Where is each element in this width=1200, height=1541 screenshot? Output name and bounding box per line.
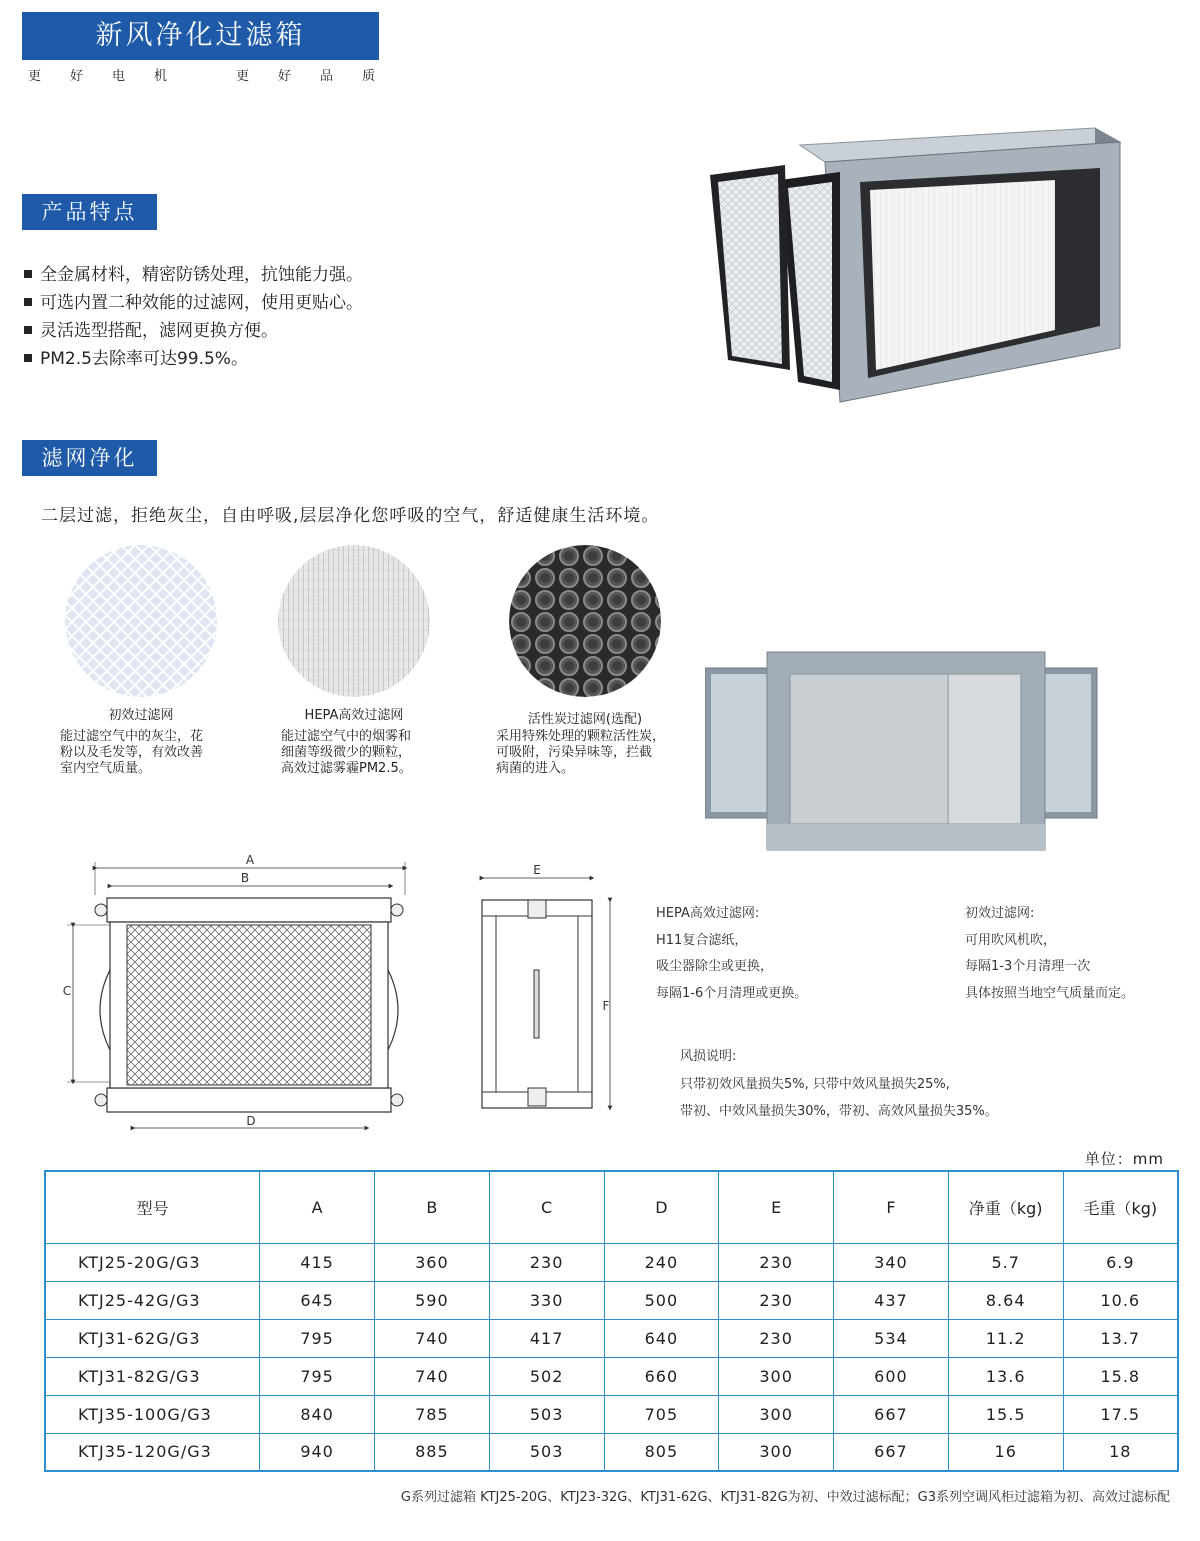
feature-text: 可选内置二种效能的过滤网，使用更贴心。 [40, 293, 363, 313]
table-cell: 11.2 [948, 1319, 1063, 1357]
table-cell: 300 [719, 1433, 834, 1471]
feature-item [24, 265, 363, 285]
primary-note-line: 具体按照当地空气质量而定。 [965, 986, 1135, 1001]
desc-line: 能过滤空气中的烟雾和 [281, 729, 412, 744]
desc-line: 能过滤空气中的灰尘，花 [60, 729, 204, 744]
table-cell: 667 [834, 1395, 949, 1433]
hepa-note-heading: HEPA高效过滤网: [656, 906, 760, 921]
table-cell: 785 [374, 1395, 489, 1433]
primary-filter-title: 初效过滤网 [108, 708, 174, 723]
primary-filter-desc [60, 729, 203, 777]
column-header: 型号 [45, 1171, 260, 1243]
table-cell: 230 [489, 1243, 604, 1281]
table-cell: KTJ25-20G/G3 [45, 1243, 260, 1281]
table-cell: 230 [719, 1319, 834, 1357]
table-row [45, 1281, 1178, 1319]
table-cell: 240 [604, 1243, 719, 1281]
feature-item [24, 349, 248, 369]
column-header: C [489, 1171, 604, 1243]
primary-note-line: 每隔1-3个月清理一次 [965, 959, 1091, 974]
slogan-char: 质 [362, 69, 376, 84]
table-cell: 13.7 [1063, 1319, 1178, 1357]
hepa-filter-desc [281, 729, 412, 777]
table-cell: 300 [719, 1395, 834, 1433]
carbon-filter-desc [496, 729, 665, 777]
feature-item [24, 321, 278, 341]
table-cell: 660 [604, 1357, 719, 1395]
slogan-char: 机 [154, 69, 168, 84]
spec-table [44, 1170, 1179, 1472]
table-cell: 740 [374, 1357, 489, 1395]
hepa-filter-title: HEPA高效过滤网 [304, 708, 404, 723]
desc-line: 细菌等级微少的颗粒， [281, 745, 412, 760]
bullet-icon [24, 270, 32, 278]
dim-label-a: A [245, 853, 255, 867]
table-cell: 10.6 [1063, 1281, 1178, 1319]
bullet-icon [24, 354, 32, 362]
column-header: D [604, 1171, 719, 1243]
hepa-note-line: 吸尘器除尘或更换， [656, 959, 774, 974]
table-cell: KTJ35-120G/G3 [45, 1433, 260, 1471]
product-photo-box [700, 120, 1130, 415]
slogan-char: 更 [236, 69, 250, 84]
table-cell: 415 [260, 1243, 375, 1281]
unit-label: 单位：mm [1084, 1150, 1164, 1168]
table-cell: KTJ35-100G/G3 [45, 1395, 260, 1433]
table-cell: 230 [719, 1243, 834, 1281]
table-row [45, 1395, 1178, 1433]
carbon-filter-image [509, 545, 661, 697]
table-cell: 360 [374, 1243, 489, 1281]
table-cell: 885 [374, 1433, 489, 1471]
table-cell: KTJ25-42G/G3 [45, 1281, 260, 1319]
table-cell: 340 [834, 1243, 949, 1281]
features-heading: 产品特点 [22, 194, 157, 230]
table-row [45, 1319, 1178, 1357]
column-header: A [260, 1171, 375, 1243]
loss-note-heading: 风损说明: [680, 1049, 737, 1064]
table-row [45, 1243, 1178, 1281]
table-cell: 705 [604, 1395, 719, 1433]
feature-text: PM2.5去除率可达99.5%。 [40, 349, 248, 369]
desc-line: 病菌的进入。 [496, 761, 575, 776]
table-cell: 417 [489, 1319, 604, 1357]
table-cell: 795 [260, 1357, 375, 1395]
column-header: B [374, 1171, 489, 1243]
loss-note-line: 带初、中效风量损失30%，带初、高效风量损失35%。 [680, 1104, 998, 1119]
slogan-char: 好 [70, 69, 84, 84]
slogan-char: 品 [320, 69, 334, 84]
table-cell: 795 [260, 1319, 375, 1357]
footer-note: G系列过滤箱 KTJ25-20G、KTJ23-32G、KTJ31-62G、KTJ31-82G为初、中效过滤标配；G3系列空调风柜过滤箱为初、高效过滤标配 [400, 1490, 1170, 1505]
column-header: 净重（kg) [948, 1171, 1063, 1243]
column-header: E [719, 1171, 834, 1243]
table-cell: 16 [948, 1433, 1063, 1471]
desc-line: 可吸附，污染异味等，拦截 [496, 745, 653, 760]
bullet-icon [24, 326, 32, 334]
primary-note-line: 可用吹风机吹， [965, 933, 1057, 948]
dim-label-f: F [602, 999, 610, 1013]
product-photo-topview [705, 648, 1100, 853]
table-row [45, 1357, 1178, 1395]
table-cell: 940 [260, 1433, 375, 1471]
table-header-row [45, 1171, 1178, 1243]
hepa-note-line: H11复合滤纸， [656, 933, 748, 948]
table-cell: 640 [604, 1319, 719, 1357]
filtration-intro: 二层过滤，拒绝灰尘，自由呼吸,层层净化您呼吸的空气，舒适健康生活环境。 [41, 506, 660, 526]
dim-label-b: B [240, 871, 250, 885]
table-cell: KTJ31-82G/G3 [45, 1357, 260, 1395]
table-cell: 534 [834, 1319, 949, 1357]
table-cell: KTJ31-62G/G3 [45, 1319, 260, 1357]
primary-filter-image [65, 545, 217, 697]
page-title: 新风净化过滤箱 [95, 20, 306, 51]
column-header: 毛重（kg) [1063, 1171, 1178, 1243]
table-cell: 740 [374, 1319, 489, 1357]
slogan-char: 好 [278, 69, 292, 84]
table-cell: 600 [834, 1357, 949, 1395]
carbon-filter-title: 活性炭过滤网(选配) [527, 712, 643, 727]
dim-label-c: C [62, 984, 72, 998]
filtration-heading: 滤网净化 [22, 440, 157, 476]
slogan-char: 更 [28, 69, 42, 84]
table-cell: 6.9 [1063, 1243, 1178, 1281]
dim-label-e: E [533, 863, 541, 877]
loss-note-line: 只带初效风量损失5%, 只带中效风量损失25%, [680, 1077, 950, 1092]
hepa-note-line: 每隔1-6个月清理或更换。 [656, 986, 808, 1001]
feature-text: 全金属材料，精密防锈处理，抗蚀能力强。 [40, 265, 363, 285]
table-cell: 437 [834, 1281, 949, 1319]
primary-note-heading: 初效过滤网: [965, 906, 1035, 921]
table-cell: 503 [489, 1433, 604, 1471]
table-row [45, 1433, 1178, 1471]
table-cell: 17.5 [1063, 1395, 1178, 1433]
table-cell: 230 [719, 1281, 834, 1319]
table-cell: 503 [489, 1395, 604, 1433]
slogan-char: 电 [112, 69, 126, 84]
hepa-filter-image [278, 545, 430, 697]
table-cell: 645 [260, 1281, 375, 1319]
table-cell: 18 [1063, 1433, 1178, 1471]
dim-label-d: D [246, 1114, 256, 1128]
desc-line: 粉以及毛发等，有效改善 [60, 745, 204, 760]
front-view-drawing [55, 850, 420, 1135]
desc-line: 采用特殊处理的颗粒活性炭， [496, 729, 666, 744]
table-cell: 330 [489, 1281, 604, 1319]
column-header: F [834, 1171, 949, 1243]
table-cell: 502 [489, 1357, 604, 1395]
table-cell: 840 [260, 1395, 375, 1433]
table-cell: 805 [604, 1433, 719, 1471]
table-cell: 667 [834, 1433, 949, 1471]
desc-line: 室内空气质量。 [60, 761, 152, 776]
table-cell: 15.5 [948, 1395, 1063, 1433]
desc-line: 高效过滤雾霾PM2.5。 [281, 761, 412, 776]
feature-item [24, 293, 363, 313]
feature-text: 灵活选型搭配，滤网更换方便。 [40, 321, 278, 341]
table-cell: 13.6 [948, 1357, 1063, 1395]
table-cell: 500 [604, 1281, 719, 1319]
table-cell: 300 [719, 1357, 834, 1395]
side-view-drawing [470, 860, 620, 1115]
table-cell: 15.8 [1063, 1357, 1178, 1395]
title-banner [22, 12, 379, 60]
table-cell: 590 [374, 1281, 489, 1319]
table-cell: 5.7 [948, 1243, 1063, 1281]
table-cell: 8.64 [948, 1281, 1063, 1319]
bullet-icon [24, 298, 32, 306]
